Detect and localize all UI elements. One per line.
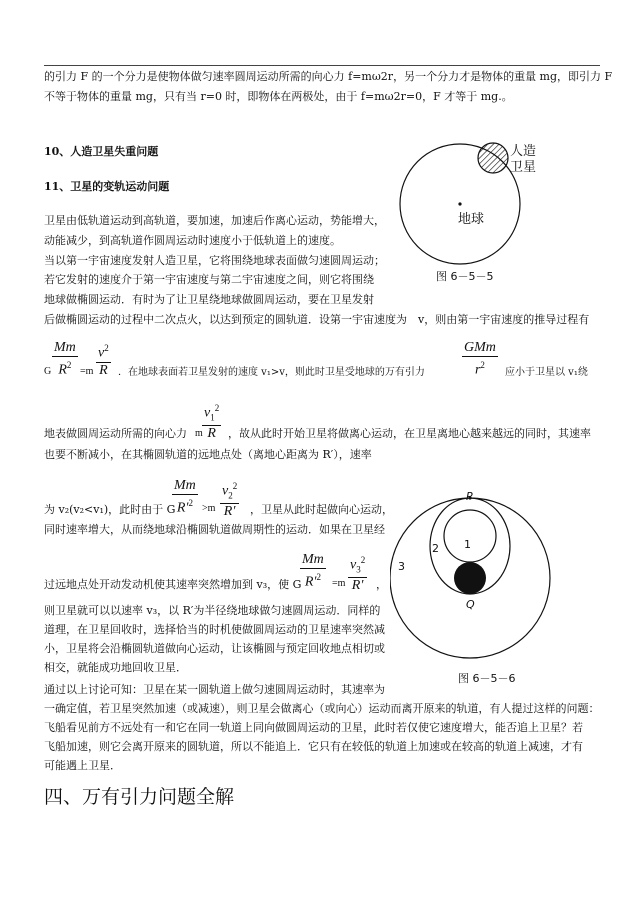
text-line: ，: [376, 578, 387, 591]
figure-caption: 图 6－5－5: [436, 270, 494, 283]
section-heading: 四、万有引力问题全解: [44, 786, 235, 808]
fraction-denominator: R: [202, 425, 221, 442]
text-line: 地表做圆周运动所需的向心力: [44, 427, 187, 440]
den-text: R: [58, 362, 67, 378]
text-line: 道理，在卫星回收时，选择恰当的时机使做圆周运动的卫星速率突然减: [44, 623, 385, 636]
fraction-v3-2-r-prime: [348, 552, 367, 594]
top-rule: [44, 65, 600, 66]
text-line: 则卫星就可以以速率 v₃，以 R′为半径绕地球做匀速圆周运动．同样的: [44, 604, 381, 617]
fraction-numerator: Mm: [302, 552, 324, 567]
text-line: 地球做椭圆运动．有时为了让卫星绕地球做圆周运动，要在卫星发射: [44, 293, 374, 306]
fraction-denominator: [300, 568, 326, 591]
text-line: 当以第一宇宙速度发射人造卫星，它将围绕地球表面做匀速圆周运动；: [44, 254, 385, 267]
fraction-numerator: Mm: [54, 340, 76, 355]
eq-symbol: m: [195, 428, 203, 439]
num-sup: 2: [214, 403, 220, 413]
text-line: 过远地点处开动发动机使其速率突然增加到 v₃，使 G: [44, 578, 302, 591]
fraction-denominator: [52, 356, 78, 379]
den-sup: 2: [316, 572, 321, 582]
earth-icon: [454, 562, 486, 594]
fraction-denominator: R′: [220, 503, 239, 520]
den-text: r: [474, 362, 481, 378]
eq-symbol: G: [44, 366, 52, 377]
text-line: 卫星由低轨道运动到高轨道，要加速，加速后作离心运动，势能增大，: [44, 214, 385, 227]
text-line: 的引力 F 的一个分力是使物体做匀速率圆周运动所需的向心力 f=mω2r，另一个分力才是物体的重量 mg，即引力 F: [44, 70, 613, 83]
label-3: 3: [398, 560, 405, 573]
text-line: 同时速率增大，从而绕地球沿椭圆轨道做周期性的运动．如果在卫星经: [44, 523, 385, 536]
label-p: P: [466, 490, 473, 503]
text-line: ，故从此时开始卫星将做离心运动，在卫星离地心越来越远的同时，其速率: [228, 427, 591, 440]
text-line: ，卫星从此时起做向心运动，: [250, 503, 393, 516]
orbit-1: [444, 510, 496, 562]
earth-center-dot: [458, 202, 461, 205]
num-text: v: [222, 483, 229, 499]
text-line: 可能遇上卫星．: [44, 759, 121, 772]
text-line: 动能减少，到高轨道作圆周运动时速度小于低轨道上的速度。: [44, 234, 341, 247]
num-text: v: [204, 405, 211, 421]
text-line: 也要不断减小，在其椭圆轨道的远地点处（离地心距离为 R′），速率: [44, 448, 372, 461]
num-sup: 2: [232, 481, 238, 491]
text-line: 若它发射的速度介于第一宇宙速度与第二宇宙速度之间，则它将围绕: [44, 273, 374, 286]
label-2: 2: [432, 542, 439, 555]
heading-10: 10、人造卫星失重问题: [44, 145, 159, 158]
satellite-icon: [478, 143, 508, 173]
text-line: 相交，就能成功地回收卫星．: [44, 661, 187, 674]
fraction-mm-r-prime2-b: [300, 552, 326, 591]
num-sub: 2: [228, 490, 233, 501]
text-line: 为 v₂(v₂<v₁)，此时由于 G: [44, 503, 176, 516]
satellite-label-2: 卫星: [510, 160, 537, 175]
den-sup: 2: [188, 498, 193, 508]
fraction-numerator: [220, 478, 239, 503]
fraction-v2-r: [96, 340, 111, 379]
fraction-v1-2-r: [202, 400, 221, 442]
den-sup: 2: [66, 360, 72, 370]
fraction-gmm-r2: [462, 340, 498, 379]
fraction-denominator: R: [96, 362, 111, 379]
text-line: 后做椭圆运动的过程中二次点火，以达到预定的圆轨道．设第一宇宙速度为 v，则由第一宇宙速度的推导过程有: [44, 313, 590, 326]
num-sub: 1: [210, 412, 215, 423]
fraction-numerator: [96, 340, 111, 362]
text-line: 一确定值，若卫星突然加速（或减速），则卫星会做离心（或向心）运动而离开原来的轨道，有人提过这样的问题：: [44, 702, 600, 715]
num-text: v: [350, 557, 357, 573]
fraction-denominator: [172, 494, 198, 517]
eq-symbol: =m: [80, 366, 94, 377]
num-sup: 2: [104, 343, 109, 353]
den-text: R′: [304, 574, 317, 590]
satellite-label-1: 人造: [510, 144, 537, 159]
earth-label: 地球: [458, 212, 485, 227]
text-line: 飞船加速，则它会离开原来的圆轨道，所以不能追上．它只有在较低的轨道上加速或在较高的轨道上减速，才有: [44, 740, 583, 753]
text-line: 不等于物体的重量 mg，只有当 r=0 时，即物体在两极处，由于 f=mω2r=0，F 才等于 mg.。: [44, 90, 513, 103]
fraction-numerator: GMm: [464, 340, 496, 355]
text-line: 飞船看见前方不远处有一和它在同一轨道上同向做圆周运动的卫星，此时若仅使它速度增大，能否追上卫星？若: [44, 721, 583, 734]
fraction-denominator: [462, 356, 498, 379]
fraction-numerator: [202, 400, 221, 425]
num-sup: 2: [360, 555, 366, 565]
orbit-transfer-figure: [390, 486, 570, 666]
label-1: 1: [464, 538, 471, 551]
text-line: ．在地球表面若卫星发射的速度 v₁>v，则此时卫星受地球的万有引力: [118, 367, 425, 378]
fraction-numerator: [348, 552, 367, 577]
label-q: Q: [466, 598, 475, 611]
eq-symbol: >m: [202, 503, 216, 514]
fraction-numerator: Mm: [174, 478, 196, 493]
fraction-mm-r2: [52, 340, 78, 379]
fraction-v2-2-r-prime: [220, 478, 239, 520]
fraction-mm-r-prime2: [172, 478, 198, 517]
figure-caption: 图 6－5－6: [458, 672, 516, 685]
num-sub: 3: [356, 564, 361, 575]
fraction-denominator: R′: [348, 577, 367, 594]
den-sup: 2: [480, 360, 485, 370]
heading-11: 11、卫星的变轨运动问题: [44, 180, 170, 193]
text-line: 通过以上讨论可知：卫星在某一圆轨道上做匀速圆周运动时，其速率为: [44, 683, 385, 696]
den-text: R′: [176, 500, 189, 516]
num-text: v: [98, 345, 105, 361]
text-line: 应小于卫星以 v₁绕: [505, 367, 588, 378]
eq-symbol: =m: [332, 578, 346, 589]
text-line: 小，卫星将会沿椭圆轨道做向心运动，让该椭圆与预定回收地点相切或: [44, 642, 385, 655]
